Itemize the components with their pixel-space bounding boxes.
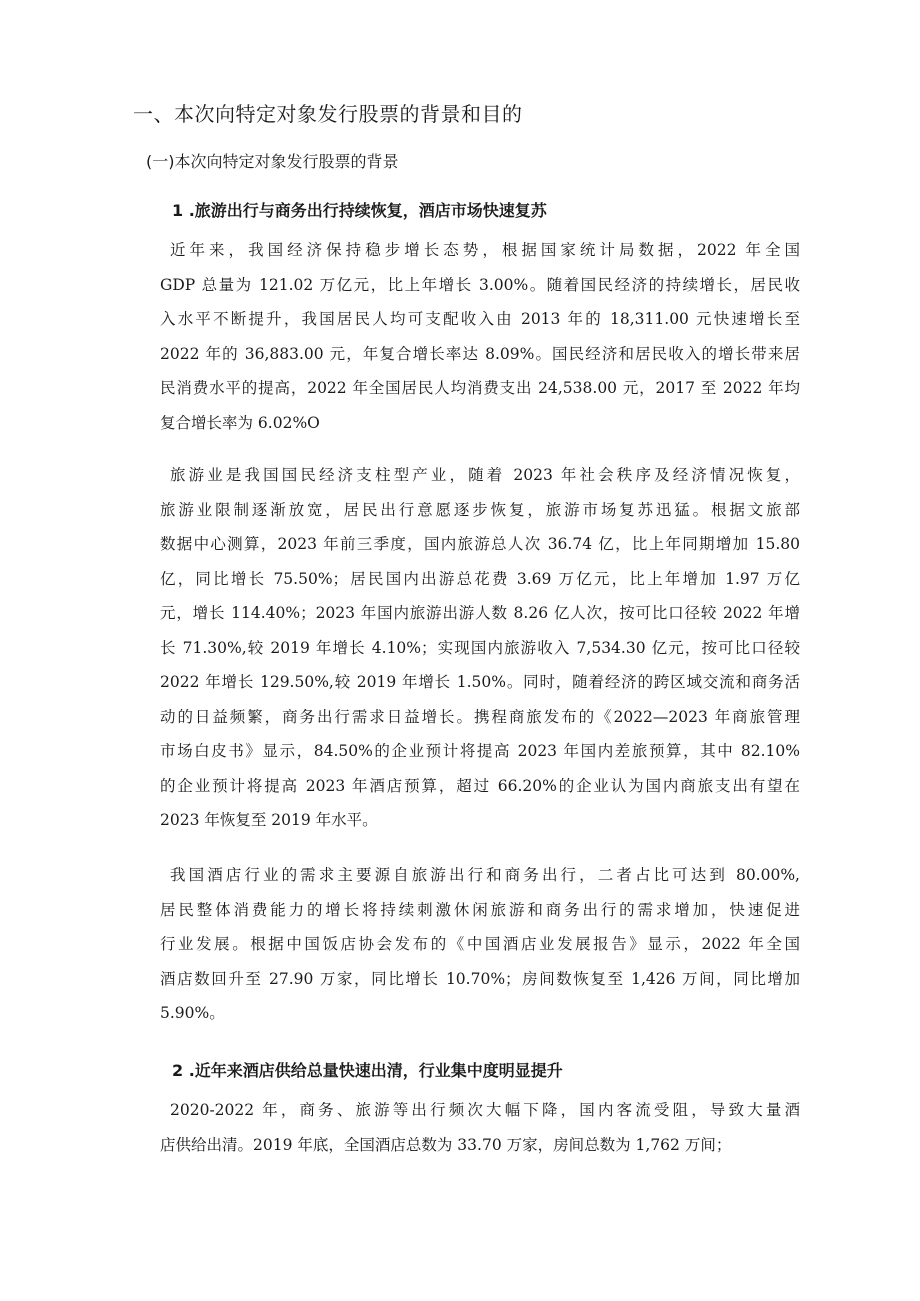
paragraph-1 xyxy=(160,233,800,440)
paragraph-line: 市场白皮书》显示，84.50%的企业预计将提高 2023 年国内差旅预算，其中 82.10% xyxy=(160,742,800,760)
paragraph-line: GDP 总量为 121.02 万亿元，比上年增长 3.00%。随着国民经济的持续增长，居民收 xyxy=(160,275,800,294)
paragraph-line: 旅游业限制逐渐放宽，居民出行意愿逐步恢复，旅游市场复苏迅猛。根据文旅部 xyxy=(160,500,800,519)
paragraph-line: 2022 年的 36,883.00 元，年复合增长率达 8.09%。国民经济和居民收入的增长带来居 xyxy=(160,344,800,363)
paragraph-line: 的企业预计将提高 2023 年酒店预算，超过 66.20%的企业认为国内商旅支出有望在 xyxy=(160,776,800,795)
paragraph-3 xyxy=(160,858,800,1031)
paragraph-line: 数据中心测算，2023 年前三季度，国内旅游总人次 36.74 亿，比上年同期增加 15.80 xyxy=(160,535,800,553)
heading-section-1: 一、本次向特定对象发行股票的背景和目的 xyxy=(133,102,523,126)
paragraph-line: 酒店数回升至 27.90 万家，同比增长 10.70%；房间数恢复至 1,426 万间，同比增加 xyxy=(160,969,800,988)
paragraph-line: 店供给出清。2019 年底，全国酒店总数为 33.70 万家，房间总数为 1,762 万间； xyxy=(160,1135,732,1154)
paragraph-line: 2022 年增长 129.50%,较 2019 年增长 1.50%。同时，随着经济的跨区域交流和商务活 xyxy=(160,673,800,691)
paragraph-2 xyxy=(160,458,800,838)
paragraph-line: 居民整体消费能力的增长将持续刺激休闲旅游和商务出行的需求增加，快速促进 xyxy=(160,900,800,919)
paragraph-line: 2023 年恢复至 2019 年水平。 xyxy=(160,811,378,829)
paragraph-line: 亿，同比增长 75.50%；居民国内出游总花费 3.69 万亿元，比上年增加 1.97 万亿 xyxy=(160,569,800,588)
paragraph-line: 2020-2022 年，商务、旅游等出行频次大幅下降，国内客流受阻，导致大量酒 xyxy=(170,1101,800,1119)
paragraph-line: 民消费水平的提高，2022 年全国居民人均消费支出 24,538.00 元，2017 至 2022 年均 xyxy=(160,379,800,397)
paragraph-line: 近年来，我国经济保持稳步增长态势，根据国家统计局数据，2022 年全国 xyxy=(170,241,800,259)
paragraph-line: 长 71.30%,较 2019 年增长 4.10%；实现国内旅游收入 7,534.30 亿元，按可比口径较 xyxy=(160,638,800,657)
paragraph-line: 复合增长率为 6.02%O xyxy=(160,413,320,432)
paragraph-line: 入水平不断提升，我国居民人均可支配收入由 2013 年的 18,311.00 元快速增长至 xyxy=(160,310,800,328)
heading-subsection-background: (一)本次向特定对象发行股票的背景 xyxy=(146,152,399,171)
paragraph-line: 旅游业是我国国民经济支柱型产业，随着 2023 年社会秩序及经济情况恢复， xyxy=(170,466,800,484)
heading-item-1: 1 .旅游出行与商务出行持续恢复，酒店市场快速复苏 xyxy=(172,201,547,220)
paragraph-line: 5.90%。 xyxy=(160,1004,225,1022)
paragraph-line: 元，增长 114.40%；2023 年国内旅游出游人数 8.26 亿人次，按可比口径较 2022 年增 xyxy=(160,604,800,622)
paragraph-line: 行业发展。根据中国饭店协会发布的《中国酒店业发展报告》显示，2022 年全国 xyxy=(160,935,800,953)
heading-item-2: 2 .近年来酒店供给总量快速出清，行业集中度明显提升 xyxy=(172,1061,563,1080)
paragraph-line: 动的日益频繁，商务出行需求日益增长。携程商旅发布的《2022—2023 年商旅管理 xyxy=(160,707,800,726)
paragraph-4 xyxy=(160,1093,800,1162)
paragraph-line: 我国酒店行业的需求主要源自旅游出行和商务出行，二者占比可达到 80.00%, xyxy=(170,866,800,884)
